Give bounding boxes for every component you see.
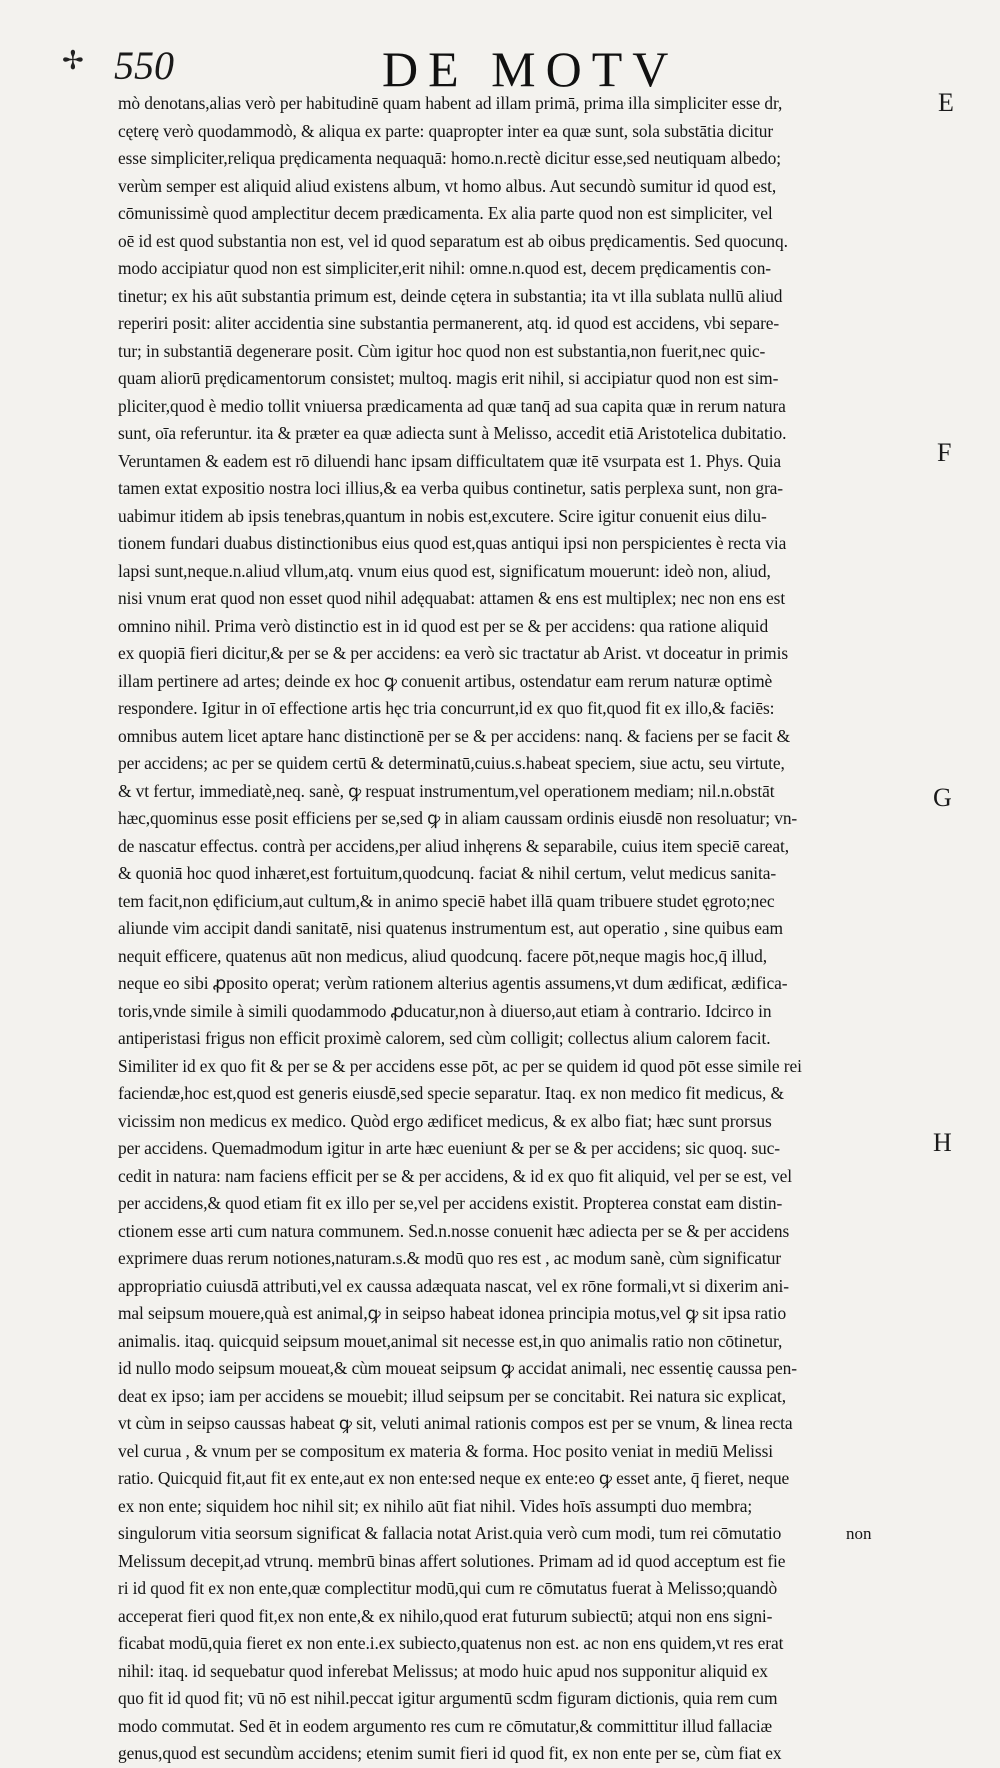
- margin-letter-h: H: [933, 1128, 952, 1157]
- text-line: per accidens,& quod etiam fit ex illo per se,vel per accidens existit. Propterea constat eam distin-: [118, 1193, 783, 1213]
- text-line: ex quopiā fieri dicitur,& per se & per accidens: ea verò sic tractatur ab Arist. vt doceatur in primis: [118, 643, 788, 663]
- margin-letter-f: F: [937, 438, 952, 467]
- text-line: nihil: itaq. id sequebatur quod inferebat Melissus; at modo huic apud nos supponitur aliquid ex: [118, 1660, 768, 1681]
- catchword: non: [846, 1524, 872, 1543]
- page-number: 550: [114, 43, 174, 88]
- text-line: Veruntamen & eadem est rō diluendi hanc ipsam difficultatem quæ itē vsurpata est 1. Phys. Quia: [118, 450, 782, 471]
- text-line: antiperistasi frigus non efficit proximè calorem, sed cùm colligit; collectus alium calorem facit.: [118, 1028, 771, 1048]
- text-line: ratio. Quicquid fit,aut fit ex ente,aut ex non ente:sed neque ex ente:eo ꝙ esset ante, q̄ fieret, neque: [118, 1468, 790, 1488]
- text-line: quam aliorū prędicamentorum consistet; multoq. magis erit nihil, si accipiatur quod non est sim-: [118, 368, 779, 388]
- text-line: exprimere duas rerum notiones,naturam.s.& modū quo res est , ac modum sanè, cùm significatur: [118, 1248, 782, 1268]
- text-line: pliciter,quod è medio tollit vniuersa prædicamenta ad quæ tanq̄ ad sua capita quæ in rerum natura: [118, 395, 786, 416]
- text-line: cęterę verò quodammodò, & aliqua ex parte: quapropter inter ea quæ sunt, sola substātia dicitur: [118, 120, 774, 141]
- text-line: mò denotans,alias verò per habitudinē quam habent ad illam primā, prima illa simpliciter esse dr,: [118, 93, 783, 113]
- text-line: tamen extat expositio nostra loci illius,& ea verba quibus continetur, satis perplexa sunt, non gra-: [118, 478, 783, 498]
- text-line: neque eo sibi ꝓposito operat; verùm rationem alterius agentis assumens,vt dum ædificat, ædifica-: [118, 973, 788, 993]
- text-line: oē id est quod substantia non est, vel id quod separatum est ab oibus prędicamentis. Sed quocunq.: [118, 230, 788, 251]
- text-line: esse simpliciter,reliqua prędicamenta nequaquā: homo.n.rectè dicitur esse,sed neutiquam albedo;: [118, 148, 781, 168]
- body-text: [118, 90, 918, 1768]
- text-line: mal seipsum mouere,quà est animal,ꝙ in seipso habeat idonea principia motus,vel ꝙ sit ipsa ratio: [118, 1303, 787, 1323]
- text-line: cōmunissimè quod amplectitur decem prædicamenta. Ex alia parte quod non est simpliciter, vel: [118, 203, 773, 223]
- text-line: reperiri posit: aliter accidentia sine substantia permanerent, atq. id quod est accidens, vbi separe-: [118, 313, 780, 333]
- text-line: genus,quod est secundùm accidens; etenim sumit fieri id quod fit, ex non ente per se, cùm fiat ex: [118, 1743, 782, 1763]
- margin-letter-g: G: [933, 783, 952, 812]
- text-line: tionem fundari duabus distinctionibus eius quod est,quas antiqui ipsi non perspicientes è recta via: [118, 533, 787, 553]
- text-line: animalis. itaq. quicquid seipsum mouet,animal sit necesse est,in quo animalis ratio non cōtinetur,: [118, 1330, 783, 1351]
- text-line: vel curua , & vnum per se compositum ex materia & forma. Hoc posito veniat in mediū Melissi: [118, 1440, 773, 1461]
- text-line: ex non ente; siquidem hoc nihil sit; ex nihilo aūt fiat nihil. Vides hoīs assumpti duo membra;: [118, 1495, 753, 1516]
- text-line: quo fit id quod fit; vū nō est nihil.peccat igitur argumentū scdm figuram dictionis, quia rem cum: [118, 1688, 778, 1708]
- text-line: Melissum decepit,ad vtrunq. membrū binas affert solutiones. Primam ad id quod acceptum est fie: [118, 1550, 786, 1571]
- text-line: & vt fertur, immediatè,neq. sanè, ꝙ respuat instrumentum,vel operationem mediam; nil.n.obstāt: [118, 780, 775, 801]
- text-line: tem facit,non ędificium,aut cultum,& in animo speciē habet illā quam tribuere studet ęgroto;nec: [118, 890, 775, 911]
- text-line: deat ex ipso; iam per accidens se mouebit; illud seipsum per se concitabit. Rei natura sic explicat,: [118, 1385, 787, 1406]
- margin-letter-e: E: [938, 88, 954, 117]
- text-line: cedit in natura: nam faciens efficit per se & per accidens, & id ex quo fit aliquid, vel per se est, vel: [118, 1165, 793, 1186]
- text-line: sunt, oīa referuntur. ita & præter ea quæ adiecta sunt à Melisso, accedit etiā Aristotelica dubitatio.: [118, 423, 787, 443]
- text-line: acceperat fieri quod fit,ex non ente,& ex nihilo,quod erat futurum subiectū; atqui non ens signi-: [118, 1605, 773, 1626]
- text-line: uabimur itidem ab ipsis tenebras,quantum in nobis est,excutere. Scire igitur conuenit eius dilu-: [118, 505, 767, 526]
- text-line: & quoniā hoc quod inhæret,est fortuitum,quodcunq. faciat & nihil certum, velut medicus sanita-: [118, 863, 777, 883]
- text-line: nisi vnum erat quod non esset quod nihil adęquabat: attamen & ens est multiplex; nec non ens est: [118, 588, 786, 608]
- text-line: tinetur; ex his aūt substantia primum est, deinde cętera in substantia; ita vt illa sublata nullū aliud: [118, 285, 783, 306]
- text-line: singulorum vitia seorsum significat & fallacia notat Arist.quia verò cum modi, tum rei cōmutatio: [118, 1523, 782, 1543]
- ornament-icon: ✢: [62, 46, 84, 75]
- text-line: per accidens. Quemadmodum igitur in arte hæc eueniunt & per se & per accidens; sic quoq. suc-: [118, 1138, 780, 1158]
- text-line: modo accipiatur quod non est simpliciter,erit nihil: omne.n.quod est, decem prędicamentis con-: [118, 258, 771, 278]
- text-line: omnino nihil. Prima verò distinctio est in id quod est per se & per accidens: qua ratione aliquid: [118, 615, 769, 636]
- text-line: aliunde vim accipit dandi sanitatē, nisi quatenus instrumentum est, aut operatio , sine quibus eam: [118, 918, 783, 938]
- text-line: per accidens; ac per se quidem certū & determinatū,cuius.s.habeat speciem, siue actu, seu virtute,: [118, 753, 785, 773]
- text-line: vt cùm in seipso caussas habeat ꝙ sit, veluti animal rationis compos est per se vnum, & linea recta: [118, 1413, 793, 1433]
- text-line: faciendæ,hoc est,quod est generis eiusdē,sed specie separatur. Itaq. ex non medico fit medicus, &: [118, 1083, 784, 1103]
- text-line: ficabat modū,quia fieret ex non ente.i.ex subiecto,quatenus non est. ac non ens quidem,vt res erat: [118, 1633, 784, 1653]
- text-line: appropriatio cuiusdā attributi,vel ex caussa adæquata nascat, vel ex rōne formali,vt si dixerim ani-: [118, 1275, 789, 1296]
- text-line: nequit efficere, quatenus aūt non medicus, aliud quodcunq. facere pōt,neque magis hoc,q̄ illud,: [118, 945, 767, 966]
- text-line: hæc,quominus esse posit efficiens per se,sed ꝙ in aliam caussam ordinis eiusdē non resoluatur; vn-: [118, 808, 798, 828]
- text-line: respondere. Igitur in oī effectione artis hęc tria concurrunt,id ex quo fit,quod fit ex illo,& faciēs:: [118, 698, 775, 718]
- text-line: vicissim non medicus ex medico. Quòd ergo ædificet medicus, & ex albo fiat; hæc sunt prorsus: [118, 1110, 772, 1131]
- text-line: illam pertinere ad artes; deinde ex hoc ꝙ conuenit artibus, ostendatur eam rerum naturæ optimè: [118, 670, 773, 691]
- text-line: modo commutat. Sed ēt in eodem argumento res cum re cōmutatur,& committitur illud fallaciæ: [118, 1715, 773, 1736]
- text-line: lapsi sunt,neque.n.aliud vllum,atq. vnum eius quod est, significatum mouerunt: ideò non, aliud,: [118, 560, 771, 581]
- running-title: DE MOTV: [382, 41, 679, 97]
- text-line: ri id quod fit ex non ente,quæ complectitur modū,qui cum re cōmutatus fuerat à Melisso;quandò: [118, 1578, 778, 1598]
- text-line: verùm semper est aliquid aliud existens album, vt homo albus. Aut secundò sumitur id quod est,: [118, 175, 777, 196]
- text-line: tur; in substantiā degenerare posit. Cùm igitur hoc quod non est substantia,non fuerit,nec quic-: [118, 340, 766, 361]
- text-line: de nascatur effectus. contrà per accidens,per aliud inhęrens & separabile, cuius item speciē careat,: [118, 835, 789, 856]
- text-line: id nullo modo seipsum moueat,& cùm moueat seipsum ꝙ accidat animali, nec essentię caussa pen-: [118, 1358, 797, 1378]
- text-line: ctionem esse arti cum natura communem. Sed.n.nosse conuenit hæc adiecta per se & per accidens: [118, 1220, 790, 1241]
- text-line: omnibus autem licet aptare hanc distinctionē per se & per accidens: nanq. & faciens per se facit &: [118, 725, 791, 746]
- text-line: toris,vnde simile à simili quodammodo ꝓducatur,non à diuerso,aut etiam à contrario. Idcirco in: [118, 1000, 772, 1021]
- text-line: Similiter id ex quo fit & per se & per accidens esse pōt, ac per se quidem id quod pōt esse simile rei: [118, 1055, 802, 1076]
